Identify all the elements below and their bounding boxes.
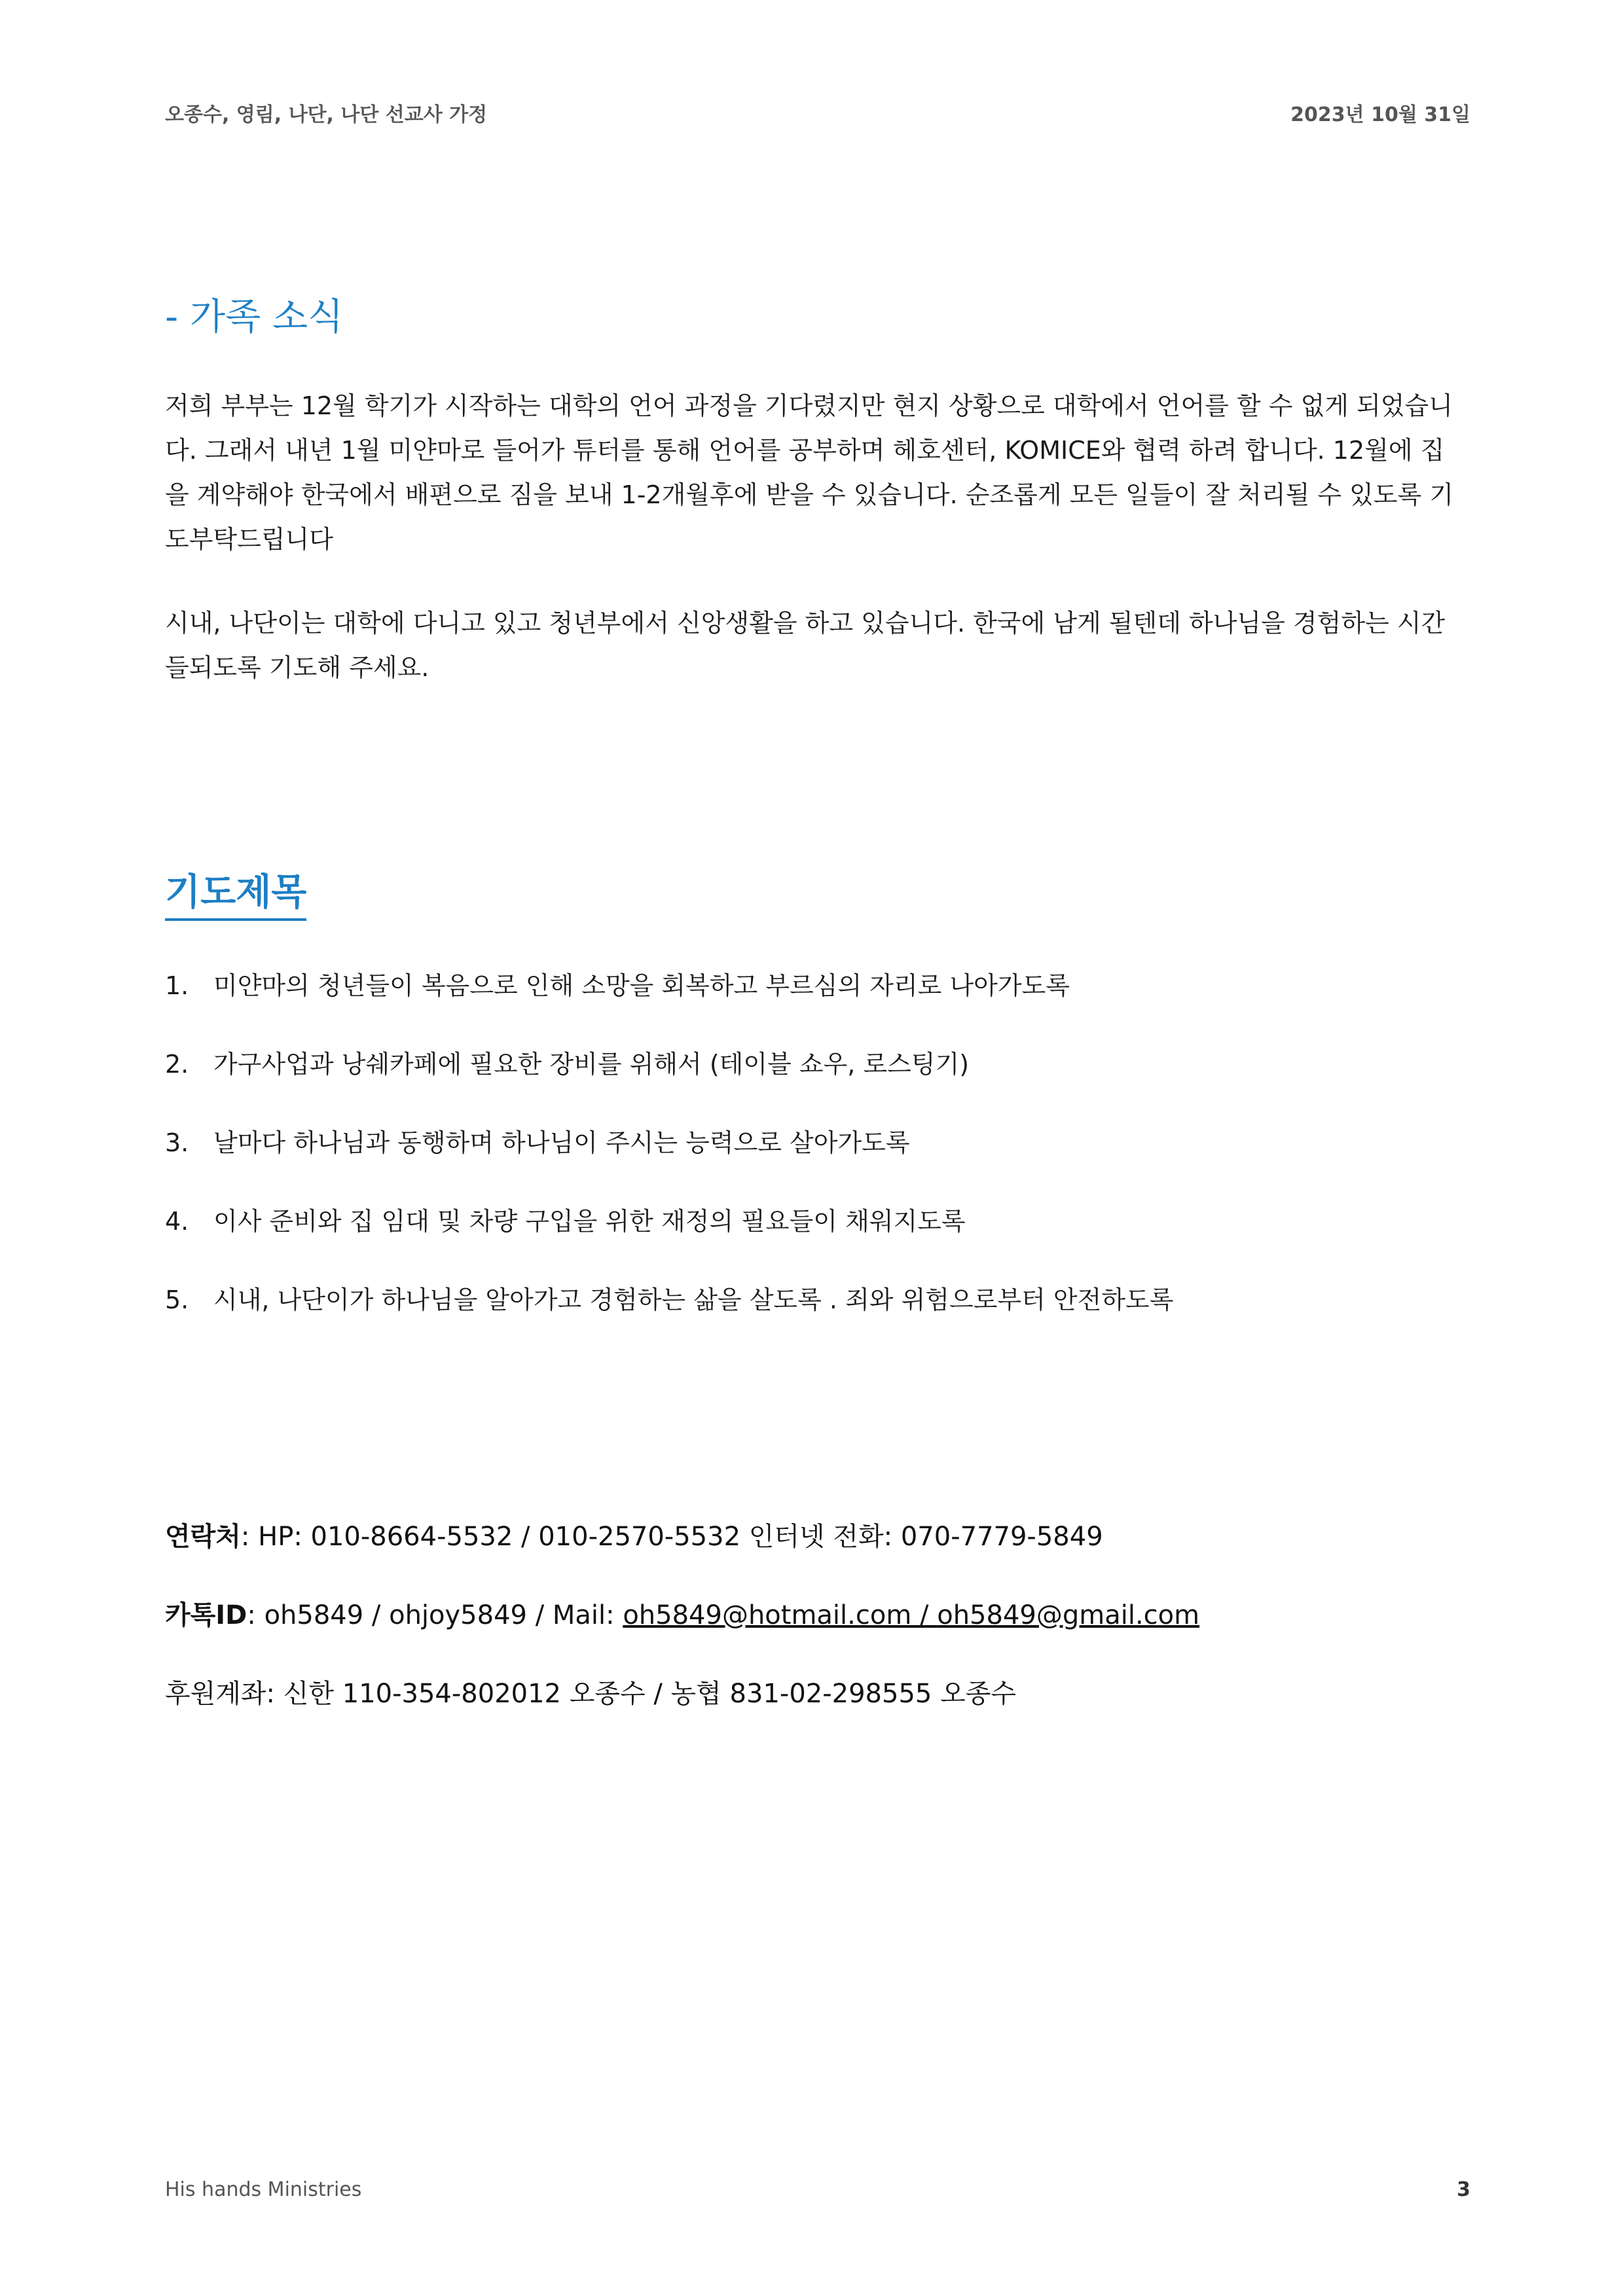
email-link-gmail[interactable]: oh5849@gmail.com [937,1600,1200,1630]
family-news-paragraph-2: 시내, 나단이는 대학에 다니고 있고 청년부에서 신앙생활을 하고 있습니다. 한국에 남게 될텐데 하나님을 경험하는 시간들되도록 기도해 주세요. [165,609,1446,682]
list-item-text: 가구사업과 낭쉐카페에 필요한 장비를 위해서 (테이블 쇼우, 로스팅기) [213,1050,970,1079]
list-item-text: 이사 준비와 집 임대 및 차량 구입을 위한 재정의 필요들이 채워지도록 [213,1207,966,1236]
page-number: 3 [1457,2178,1470,2201]
list-item [165,1045,1474,1123]
list-item [165,1202,1474,1280]
contact-kakao-label: 카톡ID [165,1600,247,1630]
contact-kakao-value: : oh5849 / ohjoy5849 / Mail: [247,1600,623,1630]
contact-phone-label: 연락처 [165,1522,241,1552]
header-date: 2023년 10월 31일 [1290,103,1470,126]
list-item-number: 1. [165,971,189,1000]
prayer-title: 기도제목 [165,870,306,921]
footer-ministry-name: His hands Ministries [165,2178,362,2201]
list-item [165,966,1474,1045]
list-item-text: 시내, 나단이가 하나님을 알아가고 경험하는 삶을 살도록 . 죄와 위험으로부터 안전하도록 [213,1285,1174,1314]
contact-bank-account: 후원계좌: 신한 110-354-802012 오종수 / 농협 831-02-298555 오종수 [165,1679,1016,1709]
contact-kakao-mail [165,1596,1474,1635]
contact-phone [165,1517,1474,1556]
list-item-text: 미얀마의 청년들이 복음으로 인해 소망을 회복하고 부르심의 자리로 나아가도록 [213,971,1070,1000]
contact-phone-value: : HP: 010-8664-5532 / 010-2570-5532 인터넷 전화: 070-7779-5849 [240,1522,1103,1552]
header-family-name: 오종수, 영림, 나단, 나단 선교사 가정 [165,103,488,126]
email-link-hotmail[interactable]: oh5849@hotmail.com [623,1600,921,1630]
family-news-title: - 가족 소식 [165,296,344,338]
list-item-number: 3. [165,1128,189,1157]
list-item-number: 4. [165,1207,189,1236]
list-item-number: 2. [165,1050,189,1079]
prayer-list [165,966,1474,1359]
family-news-paragraph-1: 저희 부부는 12월 학기가 시작하는 대학의 언어 과정을 기다렸지만 현지 상황으로 대학에서 언어를 할 수 없게 되었습니다. 그래서 내년 1월 미얀마로 들어가 튜터를 통해 언어를 공부하며 헤호센터, KOMICE와 협력 하려 합니다. 12월에 집을 계약해야 한국에서 배편으로 짐을 보내 1-2개월후에 받을 수 있습니다. 순조롭게 모든 일들이 잘 처리될 수 있도록 기도부탁드립니다 [165,391,1454,554]
list-item-text: 날마다 하나님과 동행하며 하나님이 주시는 능력으로 살아가도록 [213,1128,910,1157]
list-item-number: 5. [165,1285,189,1314]
email-separator: / [920,1600,938,1630]
list-item [165,1123,1474,1202]
list-item [165,1280,1474,1359]
